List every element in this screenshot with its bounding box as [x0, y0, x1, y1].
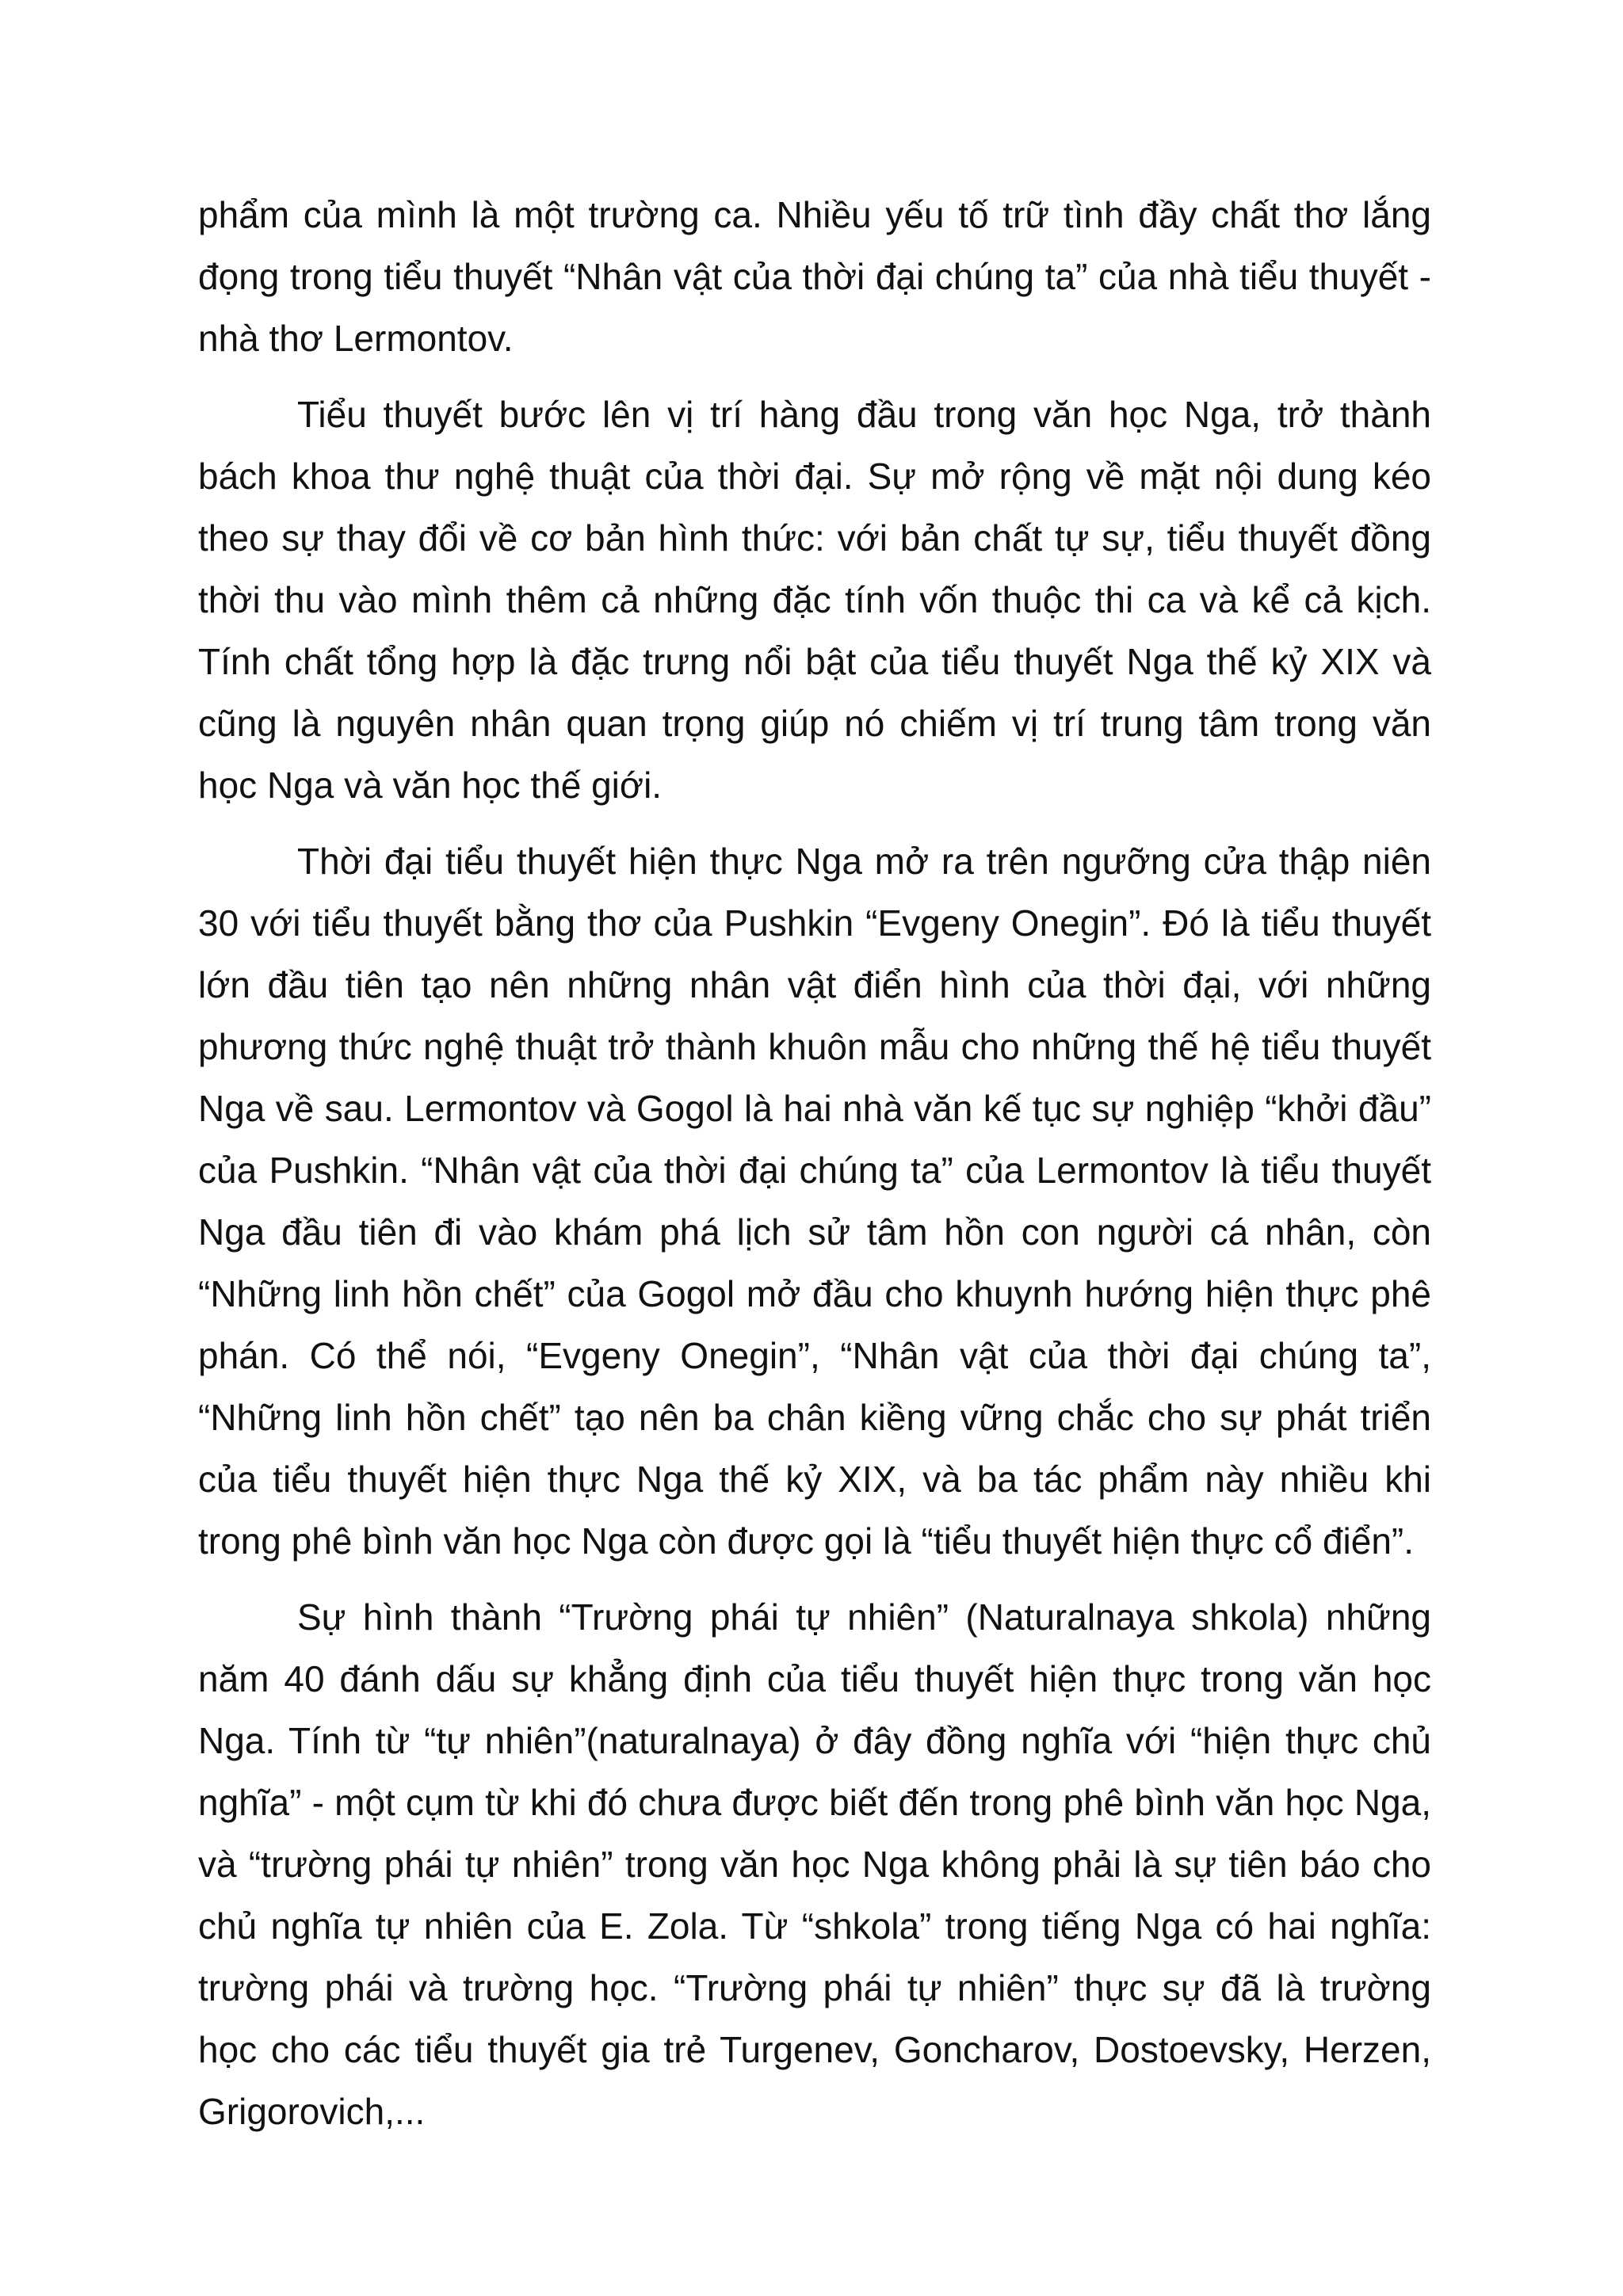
paragraph-3: Thời đại tiểu thuyết hiện thực Nga mở ra trên ngưỡng cửa thập niên 30 với tiểu thuyết bằng thơ của Pushkin “Evgeny Onegin”. Đó là tiểu thuyết lớn đầu tiên tạo nên những nhân vật điển hình của thời đại, với những phương thức nghệ thuật trở thành khuôn mẫu cho những thế hệ tiểu thuyết Nga về sau. Lermontov và Gogol là hai nhà văn kế tục sự nghiệp “khởi đầu” của Pushkin. “Nhân vật của thời đại chúng ta” của Lermontov là tiểu thuyết Nga đầu tiên đi vào khám phá lịch sử tâm hồn con người cá nhân, còn “Những linh hồn chết” của Gogol mở đầu cho khuynh hướng hiện thực phê phán. Có thể nói, “Evgeny Onegin”, “Nhân vật của thời đại chúng ta”, “Những linh hồn chết” tạo nên ba chân kiềng vững chắc cho sự phát triển của tiểu thuyết hiện thực Nga thế kỷ XIX, và ba tác phẩm này nhiều khi trong phê bình văn học Nga còn được gọi là “tiểu thuyết hiện thực cổ điển”. — [198, 841, 1431, 1562]
paragraph-2: Tiểu thuyết bước lên vị trí hàng đầu trong văn học Nga, trở thành bách khoa thư nghệ thuật của thời đại. Sự mở rộng về mặt nội dung kéo theo sự thay đổi về cơ bản hình thức: với bản chất tự sự, tiểu thuyết đồng thời thu vào mình thêm cả những đặc tính vốn thuộc thi ca và kể cả kịch. Tính chất tổng hợp là đặc trưng nổi bật của tiểu thuyết Nga thế kỷ XIX và cũng là nguyên nhân quan trọng giúp nó chiếm vị trí trung tâm trong văn học Nga và văn học thế giới. — [198, 394, 1431, 806]
body-text — [198, 184, 1431, 2157]
paragraph-1: phẩm của mình là một trường ca. Nhiều yếu tố trữ tình đầy chất thơ lắng đọng trong tiểu thuyết “Nhân vật của thời đại chúng ta” của nhà tiểu thuyết - nhà thơ Lermontov. — [198, 194, 1431, 359]
paragraph-4: Sự hình thành “Trường phái tự nhiên” (Naturalnaya shkola) những năm 40 đánh dấu sự khẳng định của tiểu thuyết hiện thực trong văn học Nga. Tính từ “tự nhiên”(naturalnaya) ở đây đồng nghĩa với “hiện thực chủ nghĩa” - một cụm từ khi đó chưa được biết đến trong phê bình văn học Nga, và “trường phái tự nhiên” trong văn học Nga không phải là sự tiên báo cho chủ nghĩa tự nhiên của E. Zola. Từ “shkola” trong tiếng Nga có hai nghĩa: trường phái và trường học. “Trường phái tự nhiên” thực sự đã là trường học cho các tiểu thuyết gia trẻ Turgenev, Goncharov, Dostoevsky, Herzen, Grigorovich,... — [198, 1596, 1431, 2132]
